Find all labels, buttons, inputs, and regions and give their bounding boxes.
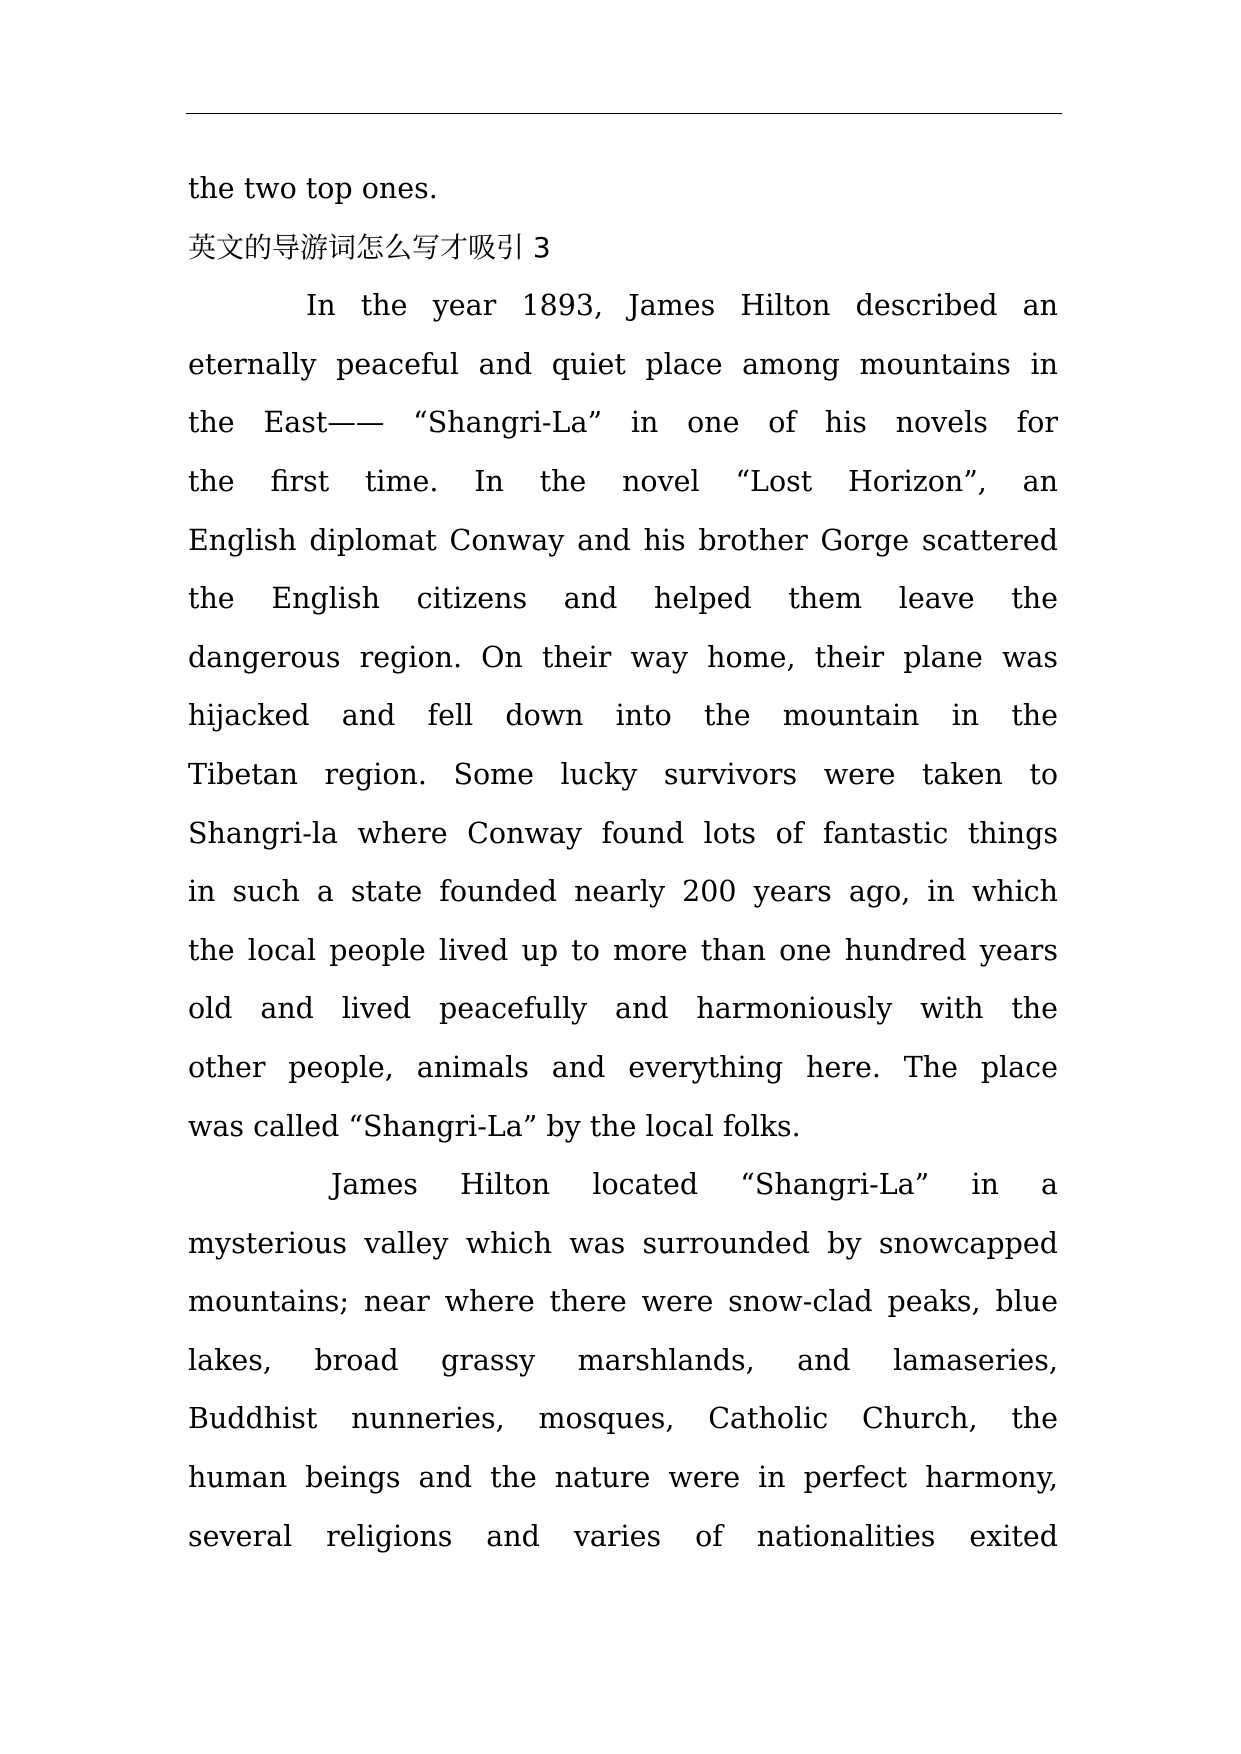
paragraph-line: the English citizens and helped them leave the	[188, 582, 1058, 616]
header-rule	[186, 113, 1062, 114]
section-heading: 英文的导游词怎么写才吸引 3	[188, 230, 551, 264]
paragraph-1	[188, 277, 1058, 1156]
paragraph-line: In the year 1893, James Hilton described an	[306, 289, 1058, 323]
paragraph-line: human beings and the nature were in perfect harmony,	[188, 1461, 1058, 1495]
paragraph-line: Tibetan region. Some lucky survivors were taken to	[188, 757, 1058, 791]
paragraph-line: was called “Shangri-La” by the local folks.	[188, 1109, 801, 1143]
paragraph-line: old and lived peacefully and harmoniously with the	[188, 992, 1058, 1026]
paragraph-line: in such a state founded nearly 200 years ago, in which	[188, 875, 1058, 909]
paragraph-line: hijacked and fell down into the mountain in the	[188, 699, 1058, 733]
paragraph-line: mysterious valley which was surrounded by snowcapped	[188, 1226, 1058, 1260]
paragraph-line: the East—— “Shangri-La” in one of his novels for	[188, 406, 1058, 440]
paragraph-line: Shangri-la where Conway found lots of fantastic things	[188, 816, 1058, 850]
continued-line: the two top ones.	[188, 172, 438, 205]
document-body	[188, 160, 1058, 1566]
paragraph-line: James Hilton located “Shangri-La” in a	[331, 1168, 1058, 1202]
paragraph-line: dangerous region. On their way home, their plane was	[188, 640, 1058, 674]
paragraph-line: the first time. In the novel “Lost Horizon”, an	[188, 464, 1058, 498]
paragraph-line: lakes, broad grassy marshlands, and lamaseries,	[188, 1343, 1058, 1377]
paragraph-line: English diplomat Conway and his brother Gorge scattered	[188, 523, 1058, 557]
paragraph-line: other people, animals and everything here. The place	[188, 1050, 1058, 1084]
paragraph-line: Buddhist nunneries, mosques, Catholic Church, the	[188, 1402, 1058, 1436]
paragraph-2	[188, 1156, 1058, 1566]
paragraph-line: eternally peaceful and quiet place among mountains in	[188, 347, 1058, 381]
paragraph-line: several religions and varies of nationalities exited	[188, 1519, 1058, 1553]
paragraph-line: mountains; near where there were snow-clad peaks, blue	[188, 1285, 1058, 1319]
paragraph-line: the local people lived up to more than one hundred years	[188, 933, 1058, 967]
